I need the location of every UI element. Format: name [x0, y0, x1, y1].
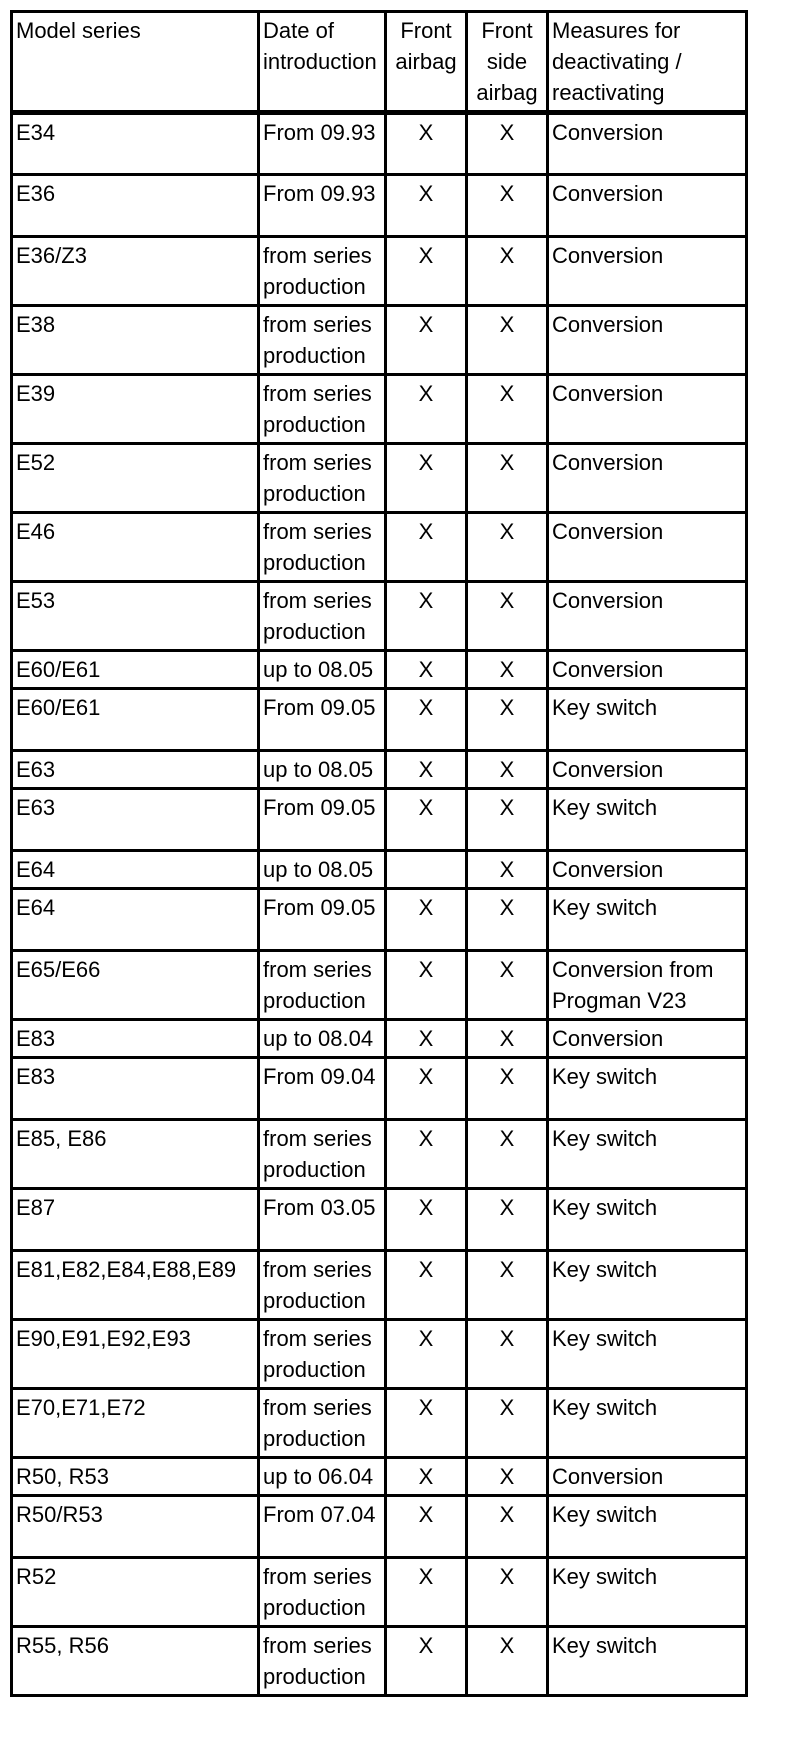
cell-date-of-introduction: up to 08.05 — [259, 651, 386, 689]
header-date-of-introduction: Date of introduction — [259, 12, 386, 113]
cell-model-series: R55, R56 — [12, 1627, 259, 1696]
cell-front-airbag: X — [386, 1389, 467, 1458]
cell-front-airbag: X — [386, 1120, 467, 1189]
table-row — [12, 789, 747, 851]
cell-front-side-airbag: X — [467, 1189, 548, 1251]
cell-measures: Conversion — [548, 513, 747, 582]
cell-front-side-airbag: X — [467, 651, 548, 689]
cell-measures: Conversion — [548, 751, 747, 789]
cell-front-airbag: X — [386, 789, 467, 851]
cell-model-series: E81,E82,E84,E88,E89 — [12, 1251, 259, 1320]
cell-measures: Key switch — [548, 1251, 747, 1320]
table-row — [12, 751, 747, 789]
table-row — [12, 1496, 747, 1558]
cell-front-side-airbag: X — [467, 751, 548, 789]
cell-date-of-introduction: from series production — [259, 1320, 386, 1389]
cell-model-series: E38 — [12, 306, 259, 375]
cell-measures: Key switch — [548, 1320, 747, 1389]
cell-front-airbag: X — [386, 1627, 467, 1696]
cell-model-series: E39 — [12, 375, 259, 444]
cell-front-side-airbag: X — [467, 1251, 548, 1320]
cell-model-series: E83 — [12, 1020, 259, 1058]
cell-model-series: E70,E71,E72 — [12, 1389, 259, 1458]
cell-date-of-introduction: From 09.93 — [259, 175, 386, 237]
cell-measures: Conversion — [548, 113, 747, 175]
cell-measures: Conversion — [548, 582, 747, 651]
cell-measures: Conversion — [548, 175, 747, 237]
table-row — [12, 1020, 747, 1058]
cell-front-airbag: X — [386, 444, 467, 513]
cell-front-airbag: X — [386, 689, 467, 751]
cell-model-series: E60/E61 — [12, 689, 259, 751]
cell-front-airbag: X — [386, 306, 467, 375]
cell-front-side-airbag: X — [467, 789, 548, 851]
cell-model-series: E87 — [12, 1189, 259, 1251]
cell-measures: Conversion — [548, 851, 747, 889]
table-body — [12, 113, 747, 1696]
cell-measures: Conversion — [548, 306, 747, 375]
cell-measures: Conversion — [548, 375, 747, 444]
cell-front-side-airbag: X — [467, 113, 548, 175]
cell-date-of-introduction: from series production — [259, 237, 386, 306]
cell-model-series: E64 — [12, 889, 259, 951]
cell-date-of-introduction: From 09.05 — [259, 689, 386, 751]
cell-front-side-airbag: X — [467, 1496, 548, 1558]
cell-measures: Key switch — [548, 889, 747, 951]
table-row — [12, 689, 747, 751]
cell-model-series: R50, R53 — [12, 1458, 259, 1496]
cell-front-airbag: X — [386, 237, 467, 306]
cell-date-of-introduction: from series production — [259, 1389, 386, 1458]
cell-model-series: E36/Z3 — [12, 237, 259, 306]
cell-model-series: E65/E66 — [12, 951, 259, 1020]
cell-front-side-airbag: X — [467, 1120, 548, 1189]
cell-date-of-introduction: from series production — [259, 513, 386, 582]
cell-front-side-airbag: X — [467, 1627, 548, 1696]
table-row — [12, 113, 747, 175]
header-front-side-airbag: Front side airbag — [467, 12, 548, 113]
cell-model-series: E60/E61 — [12, 651, 259, 689]
table-row — [12, 1251, 747, 1320]
cell-date-of-introduction: From 09.93 — [259, 113, 386, 175]
cell-front-airbag: X — [386, 1020, 467, 1058]
cell-front-side-airbag: X — [467, 582, 548, 651]
cell-measures: Conversion — [548, 237, 747, 306]
table-row — [12, 651, 747, 689]
cell-model-series: E90,E91,E92,E93 — [12, 1320, 259, 1389]
cell-front-side-airbag: X — [467, 237, 548, 306]
cell-front-side-airbag: X — [467, 889, 548, 951]
cell-front-airbag: X — [386, 582, 467, 651]
cell-date-of-introduction: From 07.04 — [259, 1496, 386, 1558]
cell-front-airbag: X — [386, 513, 467, 582]
cell-date-of-introduction: from series production — [259, 1558, 386, 1627]
cell-date-of-introduction: up to 06.04 — [259, 1458, 386, 1496]
cell-front-side-airbag: X — [467, 513, 548, 582]
cell-front-airbag: X — [386, 751, 467, 789]
cell-front-side-airbag: X — [467, 1058, 548, 1120]
table-row — [12, 1558, 747, 1627]
cell-measures: Conversion — [548, 1458, 747, 1496]
cell-measures: Key switch — [548, 789, 747, 851]
cell-date-of-introduction: from series production — [259, 375, 386, 444]
cell-date-of-introduction: from series production — [259, 306, 386, 375]
cell-date-of-introduction: from series production — [259, 1627, 386, 1696]
cell-front-airbag: X — [386, 175, 467, 237]
cell-front-side-airbag: X — [467, 689, 548, 751]
cell-front-airbag: X — [386, 375, 467, 444]
cell-model-series: R52 — [12, 1558, 259, 1627]
cell-model-series: E46 — [12, 513, 259, 582]
table-row — [12, 1320, 747, 1389]
cell-front-side-airbag: X — [467, 375, 548, 444]
cell-front-airbag: X — [386, 1058, 467, 1120]
cell-front-airbag: X — [386, 1189, 467, 1251]
cell-model-series: E36 — [12, 175, 259, 237]
cell-date-of-introduction: from series production — [259, 582, 386, 651]
cell-front-side-airbag: X — [467, 306, 548, 375]
cell-front-side-airbag: X — [467, 444, 548, 513]
table-row — [12, 1058, 747, 1120]
table-row — [12, 175, 747, 237]
cell-model-series: E64 — [12, 851, 259, 889]
cell-front-airbag: X — [386, 1320, 467, 1389]
cell-date-of-introduction: up to 08.05 — [259, 851, 386, 889]
cell-front-airbag: X — [386, 889, 467, 951]
cell-date-of-introduction: from series production — [259, 1120, 386, 1189]
cell-measures: Conversion from Progman V23 — [548, 951, 747, 1020]
cell-front-side-airbag: X — [467, 1458, 548, 1496]
cell-measures: Key switch — [548, 1558, 747, 1627]
cell-front-airbag: X — [386, 1251, 467, 1320]
cell-date-of-introduction: from series production — [259, 444, 386, 513]
cell-model-series: E83 — [12, 1058, 259, 1120]
cell-front-airbag: X — [386, 113, 467, 175]
cell-measures: Key switch — [548, 689, 747, 751]
table-row — [12, 306, 747, 375]
cell-front-airbag: X — [386, 1496, 467, 1558]
cell-measures: Key switch — [548, 1627, 747, 1696]
cell-front-side-airbag: X — [467, 1558, 548, 1627]
table-row — [12, 582, 747, 651]
cell-measures: Conversion — [548, 444, 747, 513]
cell-measures: Conversion — [548, 651, 747, 689]
table-row — [12, 1120, 747, 1189]
cell-front-airbag — [386, 851, 467, 889]
cell-measures: Key switch — [548, 1189, 747, 1251]
table-row — [12, 1189, 747, 1251]
table-header — [12, 12, 747, 113]
cell-date-of-introduction: From 09.05 — [259, 889, 386, 951]
cell-date-of-introduction: From 09.05 — [259, 789, 386, 851]
cell-front-side-airbag: X — [467, 951, 548, 1020]
cell-front-side-airbag: X — [467, 1389, 548, 1458]
header-row — [12, 12, 747, 113]
cell-front-side-airbag: X — [467, 1020, 548, 1058]
cell-front-airbag: X — [386, 1458, 467, 1496]
table-row — [12, 513, 747, 582]
table-row — [12, 237, 747, 306]
cell-front-side-airbag: X — [467, 1320, 548, 1389]
table-row — [12, 1627, 747, 1696]
table-row — [12, 889, 747, 951]
cell-front-airbag: X — [386, 1558, 467, 1627]
table-row — [12, 1458, 747, 1496]
cell-date-of-introduction: From 03.05 — [259, 1189, 386, 1251]
cell-front-side-airbag: X — [467, 851, 548, 889]
table-row — [12, 1389, 747, 1458]
cell-model-series: E34 — [12, 113, 259, 175]
cell-front-side-airbag: X — [467, 175, 548, 237]
cell-measures: Key switch — [548, 1389, 747, 1458]
cell-date-of-introduction: From 09.04 — [259, 1058, 386, 1120]
cell-model-series: E63 — [12, 789, 259, 851]
cell-model-series: E52 — [12, 444, 259, 513]
cell-model-series: E63 — [12, 751, 259, 789]
table-row — [12, 851, 747, 889]
cell-date-of-introduction: up to 08.04 — [259, 1020, 386, 1058]
cell-model-series: E53 — [12, 582, 259, 651]
header-model-series: Model series — [12, 12, 259, 113]
table-row — [12, 444, 747, 513]
table-row — [12, 951, 747, 1020]
cell-model-series: R50/R53 — [12, 1496, 259, 1558]
cell-measures: Key switch — [548, 1058, 747, 1120]
table-row — [12, 375, 747, 444]
cell-front-airbag: X — [386, 951, 467, 1020]
cell-date-of-introduction: from series production — [259, 1251, 386, 1320]
cell-front-airbag: X — [386, 651, 467, 689]
cell-date-of-introduction: from series production — [259, 951, 386, 1020]
airbag-deactivation-table — [10, 10, 748, 1697]
header-measures: Measures for deactivating / reactivating — [548, 12, 747, 113]
cell-date-of-introduction: up to 08.05 — [259, 751, 386, 789]
cell-measures: Key switch — [548, 1120, 747, 1189]
cell-measures: Conversion — [548, 1020, 747, 1058]
header-front-airbag: Front airbag — [386, 12, 467, 113]
cell-measures: Key switch — [548, 1496, 747, 1558]
cell-model-series: E85, E86 — [12, 1120, 259, 1189]
